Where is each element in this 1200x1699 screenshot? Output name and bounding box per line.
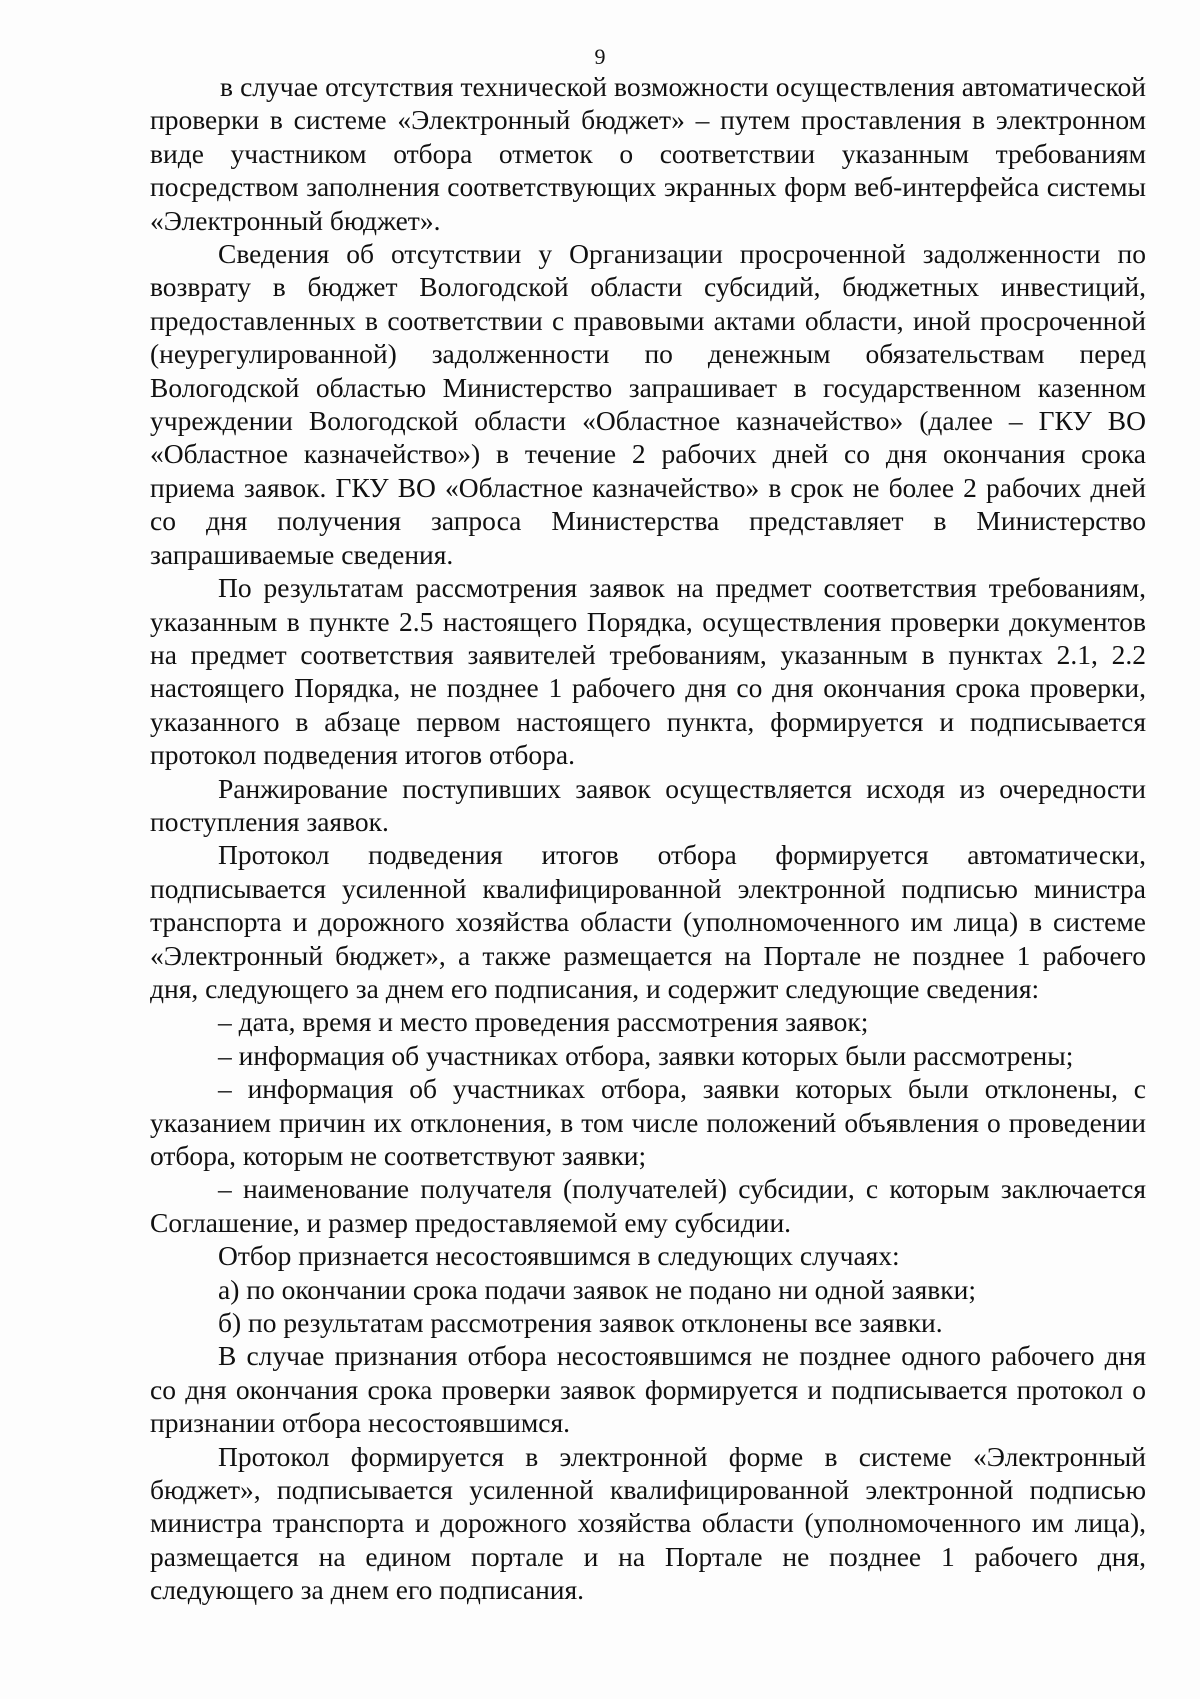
paragraph-failed-selection: Отбор признается несостоявшимся в следующих случаях: <box>218 1240 900 1272</box>
list-item-all-rejected: б) по результатам рассмотрения заявок отклонены все заявки. <box>218 1307 943 1339</box>
document-body <box>150 70 1146 1607</box>
list-item-reviewed-participants: – информация об участниках отбора, заявки которых были рассмотрены; <box>218 1039 1074 1071</box>
paragraph-electronic-protocol: Протокол формируется в электронной форме в системе «Электронный бюджет», подписывается усиленной квалифицированной электронной подписью министра транспорта и дорожного хозяйства области (уполномоченного им лица), размещается на едином портале и на Портале не позднее 1 рабочего дня, следующего за днем его подписания. <box>150 1440 1146 1606</box>
paragraph-review-results: По результатам рассмотрения заявок на предмет соответствия требованиям, указанным в пункте 2.5 настоящего Порядка, осуществления проверки документов на предмет соответствия заявителей требованиям, указанным в пунктах 2.1, 2.2 настоящего Порядка, не позднее 1 рабочего дня со дня окончания срока проверки, указанного в абзаце первом настоящего пункта, формируется и подписывается протокол подведения итогов отбора. <box>150 572 1146 771</box>
list-item-no-applications: а) по окончании срока подачи заявок не подано ни одной заявки; <box>218 1273 976 1305</box>
paragraph-protocol-contents: Протокол подведения итогов отбора формируется автоматически, подписывается усиленной квалифицированной электронной подписью министра транспорта и дорожного хозяйства области (уполномоченного им лица) в системе «Электронный бюджет», а также размещается на Портале не позднее 1 рабочего дня, следующего за днем его подписания, и содержит следующие сведения: <box>150 839 1146 1004</box>
list-item-recipient-name: – наименование получателя (получателей) субсидии, с которым заключается Соглашение, и размер предоставляемой ему субсидии. <box>150 1173 1146 1238</box>
page-number: 9 <box>594 44 606 69</box>
list-item-date-time-place: – дата, время и место проведения рассмотрения заявок; <box>218 1006 869 1038</box>
paragraph-automatic-check: в случае отсутствия технической возможности осуществления автоматической проверки в системе «Электронный бюджет» – путем проставления в электронном виде участником отбора отметок о соответствии указанным требованиям посредством заполнения соответствующих экранных форм веб-интерфейса системы «Электронный бюджет». <box>150 71 1146 236</box>
paragraph-ranking: Ранжирование поступивших заявок осуществляется исходя из очередности поступления заявок. <box>150 772 1146 837</box>
list-item-rejected-participants: – информация об участниках отбора, заявки которых были отклонены, с указанием причин их отклонения, в том числе положений объявления о проведении отбора, которым не соответствуют заявки; <box>150 1073 1146 1171</box>
paragraph-debt-information: Сведения об отсутствии у Организации просроченной задолженности по возврату в бюджет Вологодской области субсидий, бюджетных инвестиций, предоставленных в соответствии с правовыми актами области, иной просроченной (неурегулированной) задолженности по денежным обязательствам перед Вологодской областью Министерство запрашивает в государственном казенном учреждении Вологодской области «Областное казначейство» (далее – ГКУ ВО «Областное казначейство») в течение 2 рабочих дней со дня окончания срока приема заявок. ГКУ ВО «Областное казначейство» в срок не более 2 рабочих дней со дня получения запроса Министерства представляет в Министерство запрашиваемые сведения. <box>150 238 1146 570</box>
paragraph-failed-protocol: В случае признания отбора несостоявшимся не позднее одного рабочего дня со дня окончания срока проверки заявок формируется и подписывается протокол о признании отбора несостоявшимся. <box>150 1340 1146 1439</box>
